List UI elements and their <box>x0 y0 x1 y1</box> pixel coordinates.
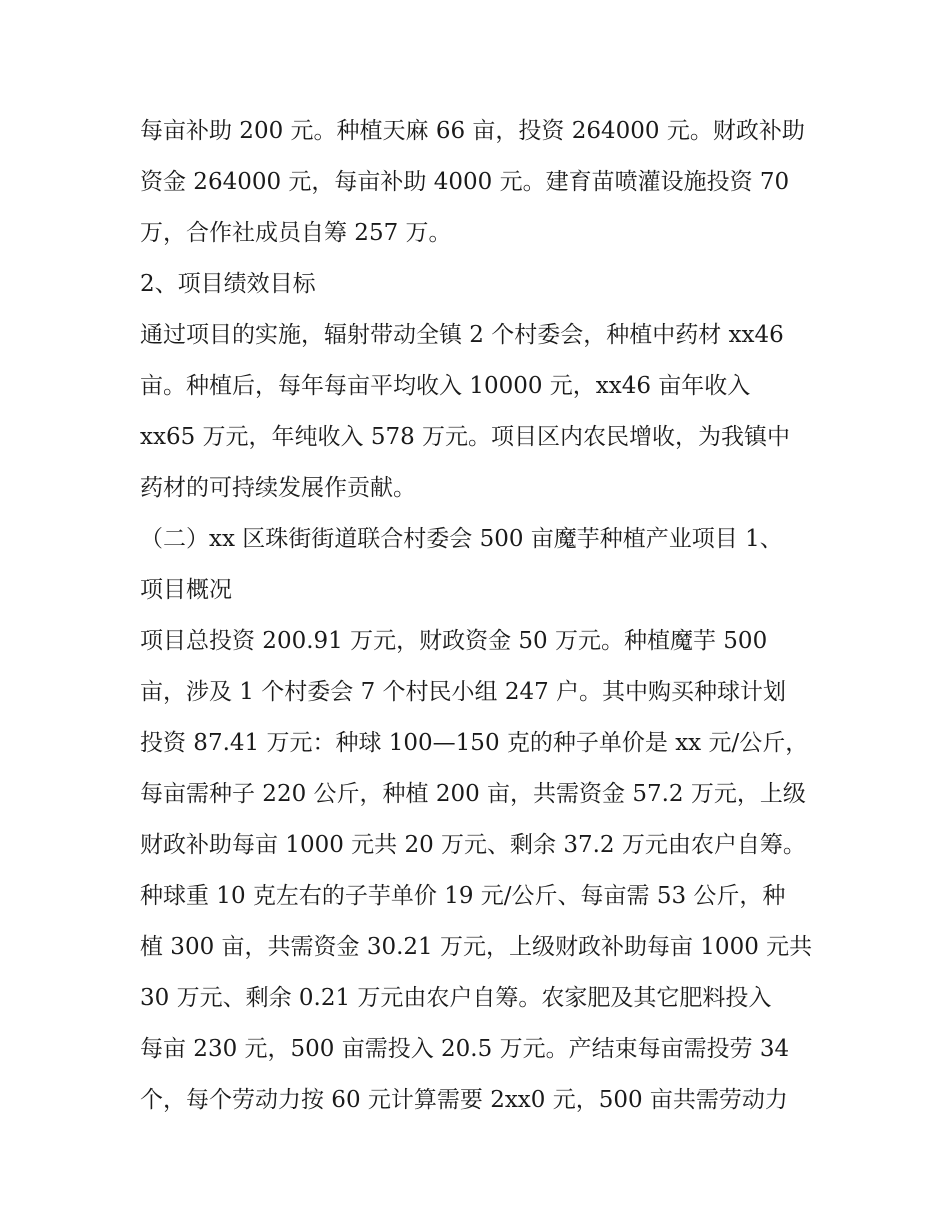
text-line: 种球重 10 克左右的子芋单价 19 元/公斤、每亩需 53 公斤，种 <box>140 883 786 909</box>
text-line: 每亩需种子 220 公斤，种植 200 亩，共需资金 57.2 万元，上级 <box>140 781 806 807</box>
text-line: 30 万元、剩余 0.21 万元由农户自筹。农家肥及其它肥料投入 <box>140 985 772 1011</box>
text-line: 财政补助每亩 1000 元共 20 万元、剩余 37.2 万元由农户自筹。 <box>140 832 806 858</box>
text-line: 投资 87.41 万元：种球 100—150 克的种子单价是 xx 元/公斤， <box>140 730 809 756</box>
section-heading: 项目概况 <box>140 577 232 603</box>
text-line: 植 300 亩，共需资金 30.21 万元，上级财政补助每亩 1000 元共 <box>140 934 813 960</box>
text-line: 每亩 230 元，500 亩需投入 20.5 万元。产结束每亩需投劳 34 <box>140 1036 790 1062</box>
text-line: 亩。种植后，每年每亩平均收入 10000 元，xx46 亩年收入 <box>140 373 751 399</box>
text-line: 个，每个劳动力按 60 元计算需要 2xx0 元，500 亩共需劳动力 <box>140 1087 788 1113</box>
text-line: 资金 264000 元，每亩补助 4000 元。建育苗喷灌设施投资 70 <box>140 169 790 195</box>
text-line: 项目总投资 200.91 万元，财政资金 50 万元。种植魔芋 500 <box>140 628 768 654</box>
text-line: 万，合作社成员自筹 257 万。 <box>140 220 452 246</box>
section-heading: （二）xx 区珠街街道联合村委会 500 亩魔芋种植产业项目 1、 <box>140 526 783 552</box>
document-body <box>140 106 820 1126</box>
text-line: xx65 万元，年纯收入 578 万元。项目区内农民增收，为我镇中 <box>140 424 791 450</box>
section-heading: 2、项目绩效目标 <box>140 271 316 297</box>
text-line: 亩，涉及 1 个村委会 7 个村民小组 247 户。其中购买种球计划 <box>140 679 787 705</box>
text-line: 每亩补助 200 元。种植天麻 66 亩，投资 264000 元。财政补助 <box>140 118 805 144</box>
text-line: 通过项目的实施，辐射带动全镇 2 个村委会，种植中药材 xx46 <box>140 322 784 348</box>
text-line: 药材的可持续发展作贡献。 <box>140 475 416 501</box>
